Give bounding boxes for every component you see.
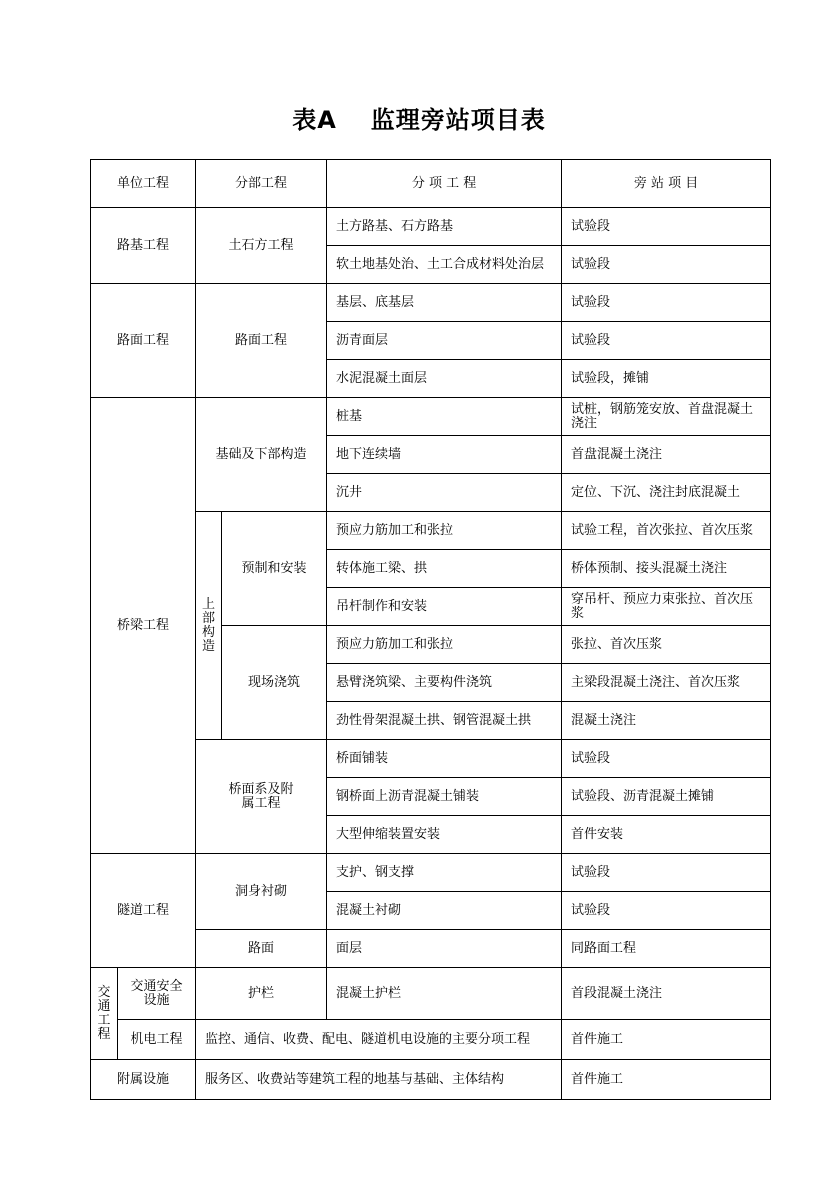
subitem-cell: 服务区、收费站等建筑工程的地基与基础、主体结构 (196, 1060, 562, 1100)
table-row (91, 398, 771, 436)
subitem-cell: 转体施工梁、拱 (327, 550, 562, 588)
unit-cell: 桥梁工程 (91, 398, 196, 854)
title-text: 监理旁站项目表 (370, 106, 546, 134)
subitem-cell: 土方路基、石方路基 (327, 208, 562, 246)
header-subitem: 分 项 工 程 (327, 160, 562, 208)
division-cell: 基础及下部构造 (196, 398, 327, 512)
superstructure-label: 上部构造 (202, 596, 216, 654)
table-row (91, 1020, 771, 1060)
project-cell: 试桩，钢筋笼安放、首盘混凝土浇注 (562, 398, 771, 436)
header-unit: 单位工程 (91, 160, 196, 208)
header-project: 旁 站 项 目 (562, 160, 771, 208)
subitem-cell: 基层、底基层 (327, 284, 562, 322)
subitem-cell: 水泥混凝土面层 (327, 360, 562, 398)
project-cell: 张拉、首次压浆 (562, 626, 771, 664)
project-cell: 混凝土浇注 (562, 702, 771, 740)
unit-cell: 路基工程 (91, 208, 196, 284)
project-cell: 试验段 (562, 208, 771, 246)
traffic-safety-cell: 交通安全设施 (118, 968, 196, 1020)
subitem-cell: 预应力筋加工和张拉 (327, 512, 562, 550)
project-cell: 试验段，摊铺 (562, 360, 771, 398)
division-cell: 土石方工程 (196, 208, 327, 284)
division-cell: 护栏 (196, 968, 327, 1020)
division-cell: 桥面系及附属工程 (196, 740, 327, 854)
project-cell: 试验段 (562, 246, 771, 284)
project-cell: 试验段、沥青混凝土摊铺 (562, 778, 771, 816)
project-cell: 试验段 (562, 892, 771, 930)
division-cell: 路面工程 (196, 284, 327, 398)
project-cell: 首件施工 (562, 1020, 771, 1060)
project-cell: 首件安装 (562, 816, 771, 854)
project-cell: 试验段 (562, 284, 771, 322)
project-cell: 穿吊杆、预应力束张拉、首次压浆 (562, 588, 771, 626)
traffic-unit-cell (91, 968, 118, 1060)
project-cell: 首盘混凝土浇注 (562, 436, 771, 474)
page-title (0, 100, 838, 135)
project-cell: 试验工程，首次张拉、首次压浆 (562, 512, 771, 550)
division-cell: 洞身衬砌 (196, 854, 327, 930)
subitem-cell: 桩基 (327, 398, 562, 436)
subitem-cell: 监控、通信、收费、配电、隧道机电设施的主要分项工程 (196, 1020, 562, 1060)
project-cell: 同路面工程 (562, 930, 771, 968)
subitem-cell: 软土地基处治、土工合成材料处治层 (327, 246, 562, 284)
unit-cell: 路面工程 (91, 284, 196, 398)
project-cell: 首段混凝土浇注 (562, 968, 771, 1020)
table-row (91, 854, 771, 892)
table-row (91, 208, 771, 246)
division-cell: 预制和安装 (222, 512, 327, 626)
unit-cell: 附属设施 (91, 1060, 196, 1100)
subitem-cell: 支护、钢支撑 (327, 854, 562, 892)
project-cell: 试验段 (562, 854, 771, 892)
division-cell: 路面 (196, 930, 327, 968)
header-row (91, 160, 771, 208)
subitem-cell: 大型伸缩装置安装 (327, 816, 562, 854)
project-cell: 试验段 (562, 322, 771, 360)
supervision-table (90, 159, 771, 1100)
project-cell: 首件施工 (562, 1060, 771, 1100)
traffic-mep-cell: 机电工程 (118, 1020, 196, 1060)
subitem-cell: 劲性骨架混凝土拱、钢管混凝土拱 (327, 702, 562, 740)
project-cell: 试验段 (562, 740, 771, 778)
unit-cell: 隧道工程 (91, 854, 196, 968)
header-division: 分部工程 (196, 160, 327, 208)
subitem-cell: 预应力筋加工和张拉 (327, 626, 562, 664)
project-cell: 定位、下沉、浇注封底混凝土 (562, 474, 771, 512)
subitem-cell: 混凝土衬砌 (327, 892, 562, 930)
table-row (91, 1060, 771, 1100)
table-row (91, 284, 771, 322)
subitem-cell: 混凝土护栏 (327, 968, 562, 1020)
division-cell: 现场浇筑 (222, 626, 327, 740)
subitem-cell: 悬臂浇筑梁、主要构件浇筑 (327, 664, 562, 702)
subitem-cell: 地下连续墙 (327, 436, 562, 474)
traffic-unit-label: 交通工程 (97, 984, 111, 1042)
subitem-cell: 面层 (327, 930, 562, 968)
project-cell: 桥体预制、接头混凝土浇注 (562, 550, 771, 588)
subitem-cell: 桥面铺装 (327, 740, 562, 778)
subitem-cell: 吊杆制作和安装 (327, 588, 562, 626)
subitem-cell: 沉井 (327, 474, 562, 512)
subitem-cell: 钢桥面上沥青混凝土铺装 (327, 778, 562, 816)
table-row (91, 968, 771, 1020)
project-cell: 主梁段混凝土浇注、首次压浆 (562, 664, 771, 702)
subitem-cell: 沥青面层 (327, 322, 562, 360)
superstructure-cell (196, 512, 222, 740)
title-code: 表A (292, 106, 337, 134)
